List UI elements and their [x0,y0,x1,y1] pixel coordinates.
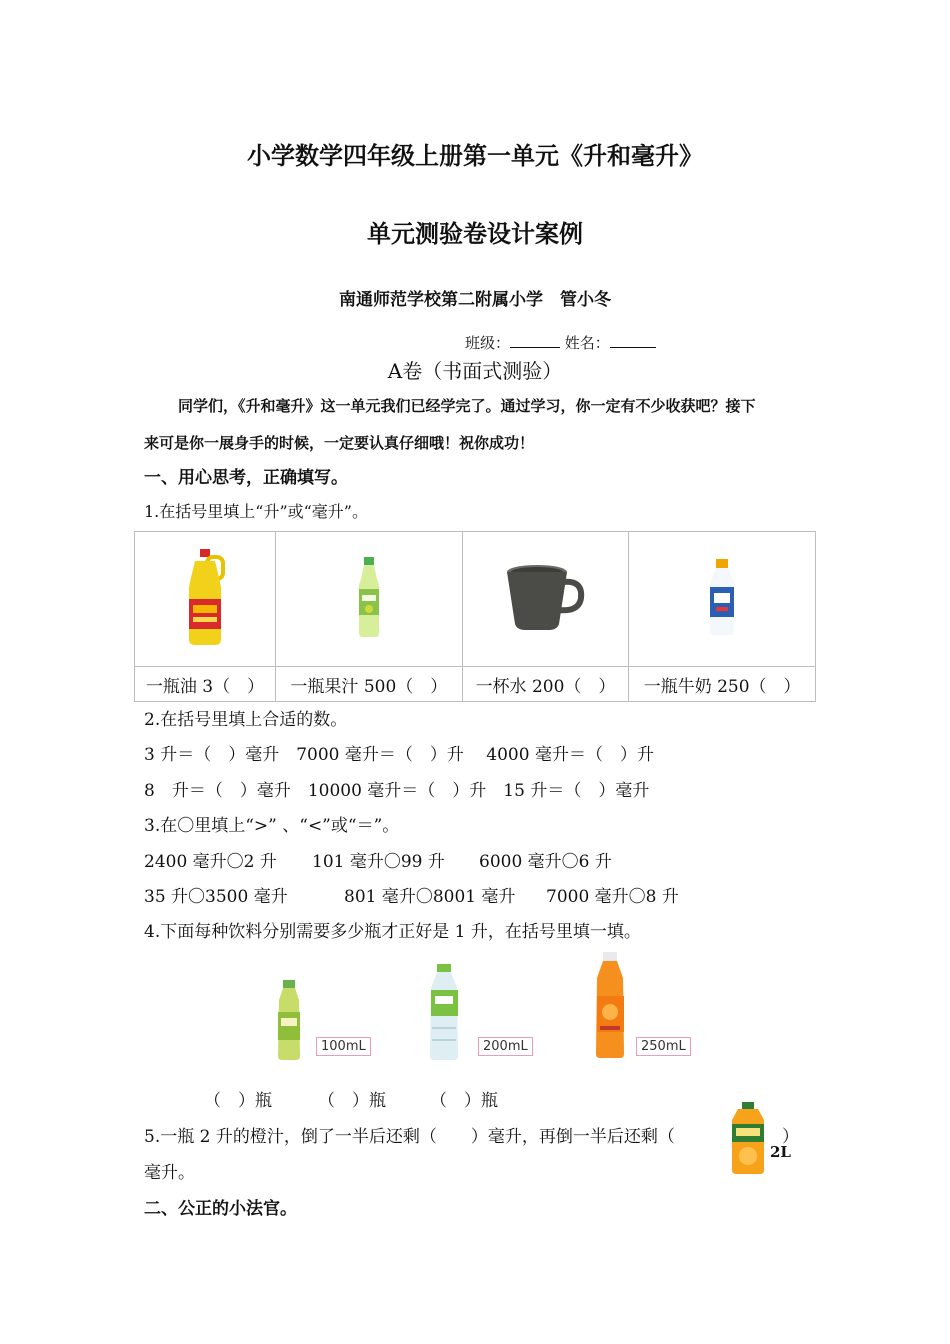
milk-bottle-icon [704,557,740,637]
name-blank[interactable] [610,333,656,348]
paper-title: A卷（书面式测验） [387,359,563,383]
class-label: 班级： [465,334,511,352]
juice-bottle-icon [349,555,389,639]
q4-prompt: 4.下面每种饮料分别需要多少瓶才正好是 1 升，在括号里填一填。 [144,922,641,942]
bottle-volume-label: 2L [770,1143,791,1161]
juice-cell [276,532,463,667]
q1-table [134,531,816,702]
oil-cell [135,532,276,667]
doc-title-line1: 小学数学四年级上册第一单元《升和毫升》 [247,142,703,170]
q1-item-milk[interactable]: 一瓶牛奶 250（ ） [629,667,816,702]
water-bottle-icon [424,962,464,1062]
q3-item[interactable]: 2400 毫升〇2 升 [144,852,277,872]
q4-answer-2[interactable]: （ ）瓶 [318,1091,386,1111]
q4-answer-1[interactable]: （ ）瓶 [204,1091,272,1111]
tea-bottle-icon [272,978,306,1062]
intro-line1: 同学们，《升和毫升》这一单元我们已经学完了。通过学习，你一定有不少收获吧？接下 [178,397,756,415]
cup-icon [503,562,587,632]
q3-prompt: 3.在〇里填上“>” 、“<”或“＝”。 [144,816,400,836]
q4-tag-2: 200mL [478,1037,533,1056]
q4-tag-3: 250mL [636,1037,691,1056]
q1-item-oil[interactable]: 一瓶油 3（ ） [135,667,276,702]
q2-row1[interactable]: 3 升＝（ ）毫升 7000 毫升＝（ ）升 4000 毫升＝（ ）升 [144,745,654,765]
q5-close-paren: ） [782,1127,799,1147]
q3-item[interactable]: 101 毫升〇99 升 [312,852,445,872]
section2-heading: 二、公正的小法官。 [144,1199,297,1219]
oil-bottle-icon [181,547,229,647]
author-line: 南通师范学校第二附属小学 管小冬 [339,290,611,310]
q1-item-juice[interactable]: 一瓶果汁 500（ ） [276,667,463,702]
doc-title-line2: 单元测验卷设计案例 [367,220,583,248]
q4-answer-3[interactable]: （ ）瓶 [430,1091,498,1111]
class-name-line [465,332,656,353]
milk-cell [629,532,816,667]
q4-tag-1: 100mL [316,1037,371,1056]
section1-heading: 一、用心思考，正确填写。 [144,468,348,488]
name-label: 姓名： [564,334,610,352]
q5-line2: 毫升。 [144,1163,195,1183]
q1-item-water[interactable]: 一杯水 200（ ） [462,667,629,702]
q3-item[interactable]: 35 升〇3500 毫升 [144,887,288,907]
intro-line2: 来可是你一展身手的时候，一定要认真仔细哦！祝你成功！ [144,434,535,452]
class-blank[interactable] [510,333,560,348]
q2-prompt: 2.在括号里填上合适的数。 [144,710,348,730]
q5-line1[interactable]: 5.一瓶 2 升的橙汁，倒了一半后还剩（ ）毫升，再倒一半后还剩（ [144,1127,675,1147]
q1-prompt: 1.在括号里填上“升”或“毫升”。 [144,502,368,521]
orange-juice-carton-icon [728,1100,768,1176]
q3-item[interactable]: 801 毫升〇8001 毫升 [344,887,516,907]
q3-item[interactable]: 6000 毫升〇6 升 [479,852,612,872]
q2-row2[interactable]: 8 升＝（ ）毫升 10000 毫升＝（ ）升 15 升＝（ ）毫升 [144,781,650,801]
q3-item[interactable]: 7000 毫升〇8 升 [546,887,679,907]
orange-drink-icon [590,950,630,1060]
cup-cell [462,532,629,667]
